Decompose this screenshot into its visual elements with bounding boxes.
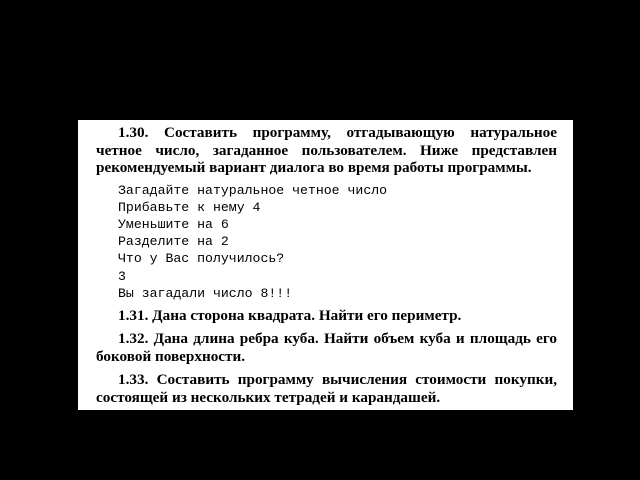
task-text: Дана длина ребра куба. Найти объем куба и площадь его боковой поверхности. — [96, 330, 558, 365]
task-1-33 — [96, 371, 557, 406]
dialog-line: Уменьшите на 6 — [118, 216, 229, 232]
dialog-line: Прибавьте к нему 4 — [118, 199, 261, 215]
task-1-32 — [96, 330, 557, 365]
task-text: Дана сторона квадрата. Найти его периметр. — [152, 306, 462, 324]
dialog-line: 3 — [118, 268, 126, 284]
book-page — [78, 120, 573, 410]
dialog-line: Разделите на 2 — [118, 234, 229, 250]
task-text: Составить программу вычисления стоимости покупки, состоящей из нескольких тетрадей и карандашей. — [96, 371, 558, 406]
task-1-30 — [96, 124, 557, 177]
task-1-31 — [96, 307, 557, 325]
dialog-line: Загадайте натуральное четное число — [118, 182, 388, 198]
task-text: Составить программу, отгадывающую натуральное четное число, загаданное пользователем. Ниже представлен рекомендуемый вариант диалога во время работы программы. — [96, 124, 557, 176]
task-number: 1.30. — [118, 124, 149, 141]
dialog-line: Вы загадали число 8!!! — [118, 285, 293, 301]
program-dialog — [118, 182, 557, 302]
task-number: 1.31. — [118, 306, 149, 324]
task-number: 1.33. — [118, 371, 149, 389]
task-number: 1.32. — [118, 330, 149, 348]
dialog-line: Что у Вас получилось? — [118, 251, 285, 267]
